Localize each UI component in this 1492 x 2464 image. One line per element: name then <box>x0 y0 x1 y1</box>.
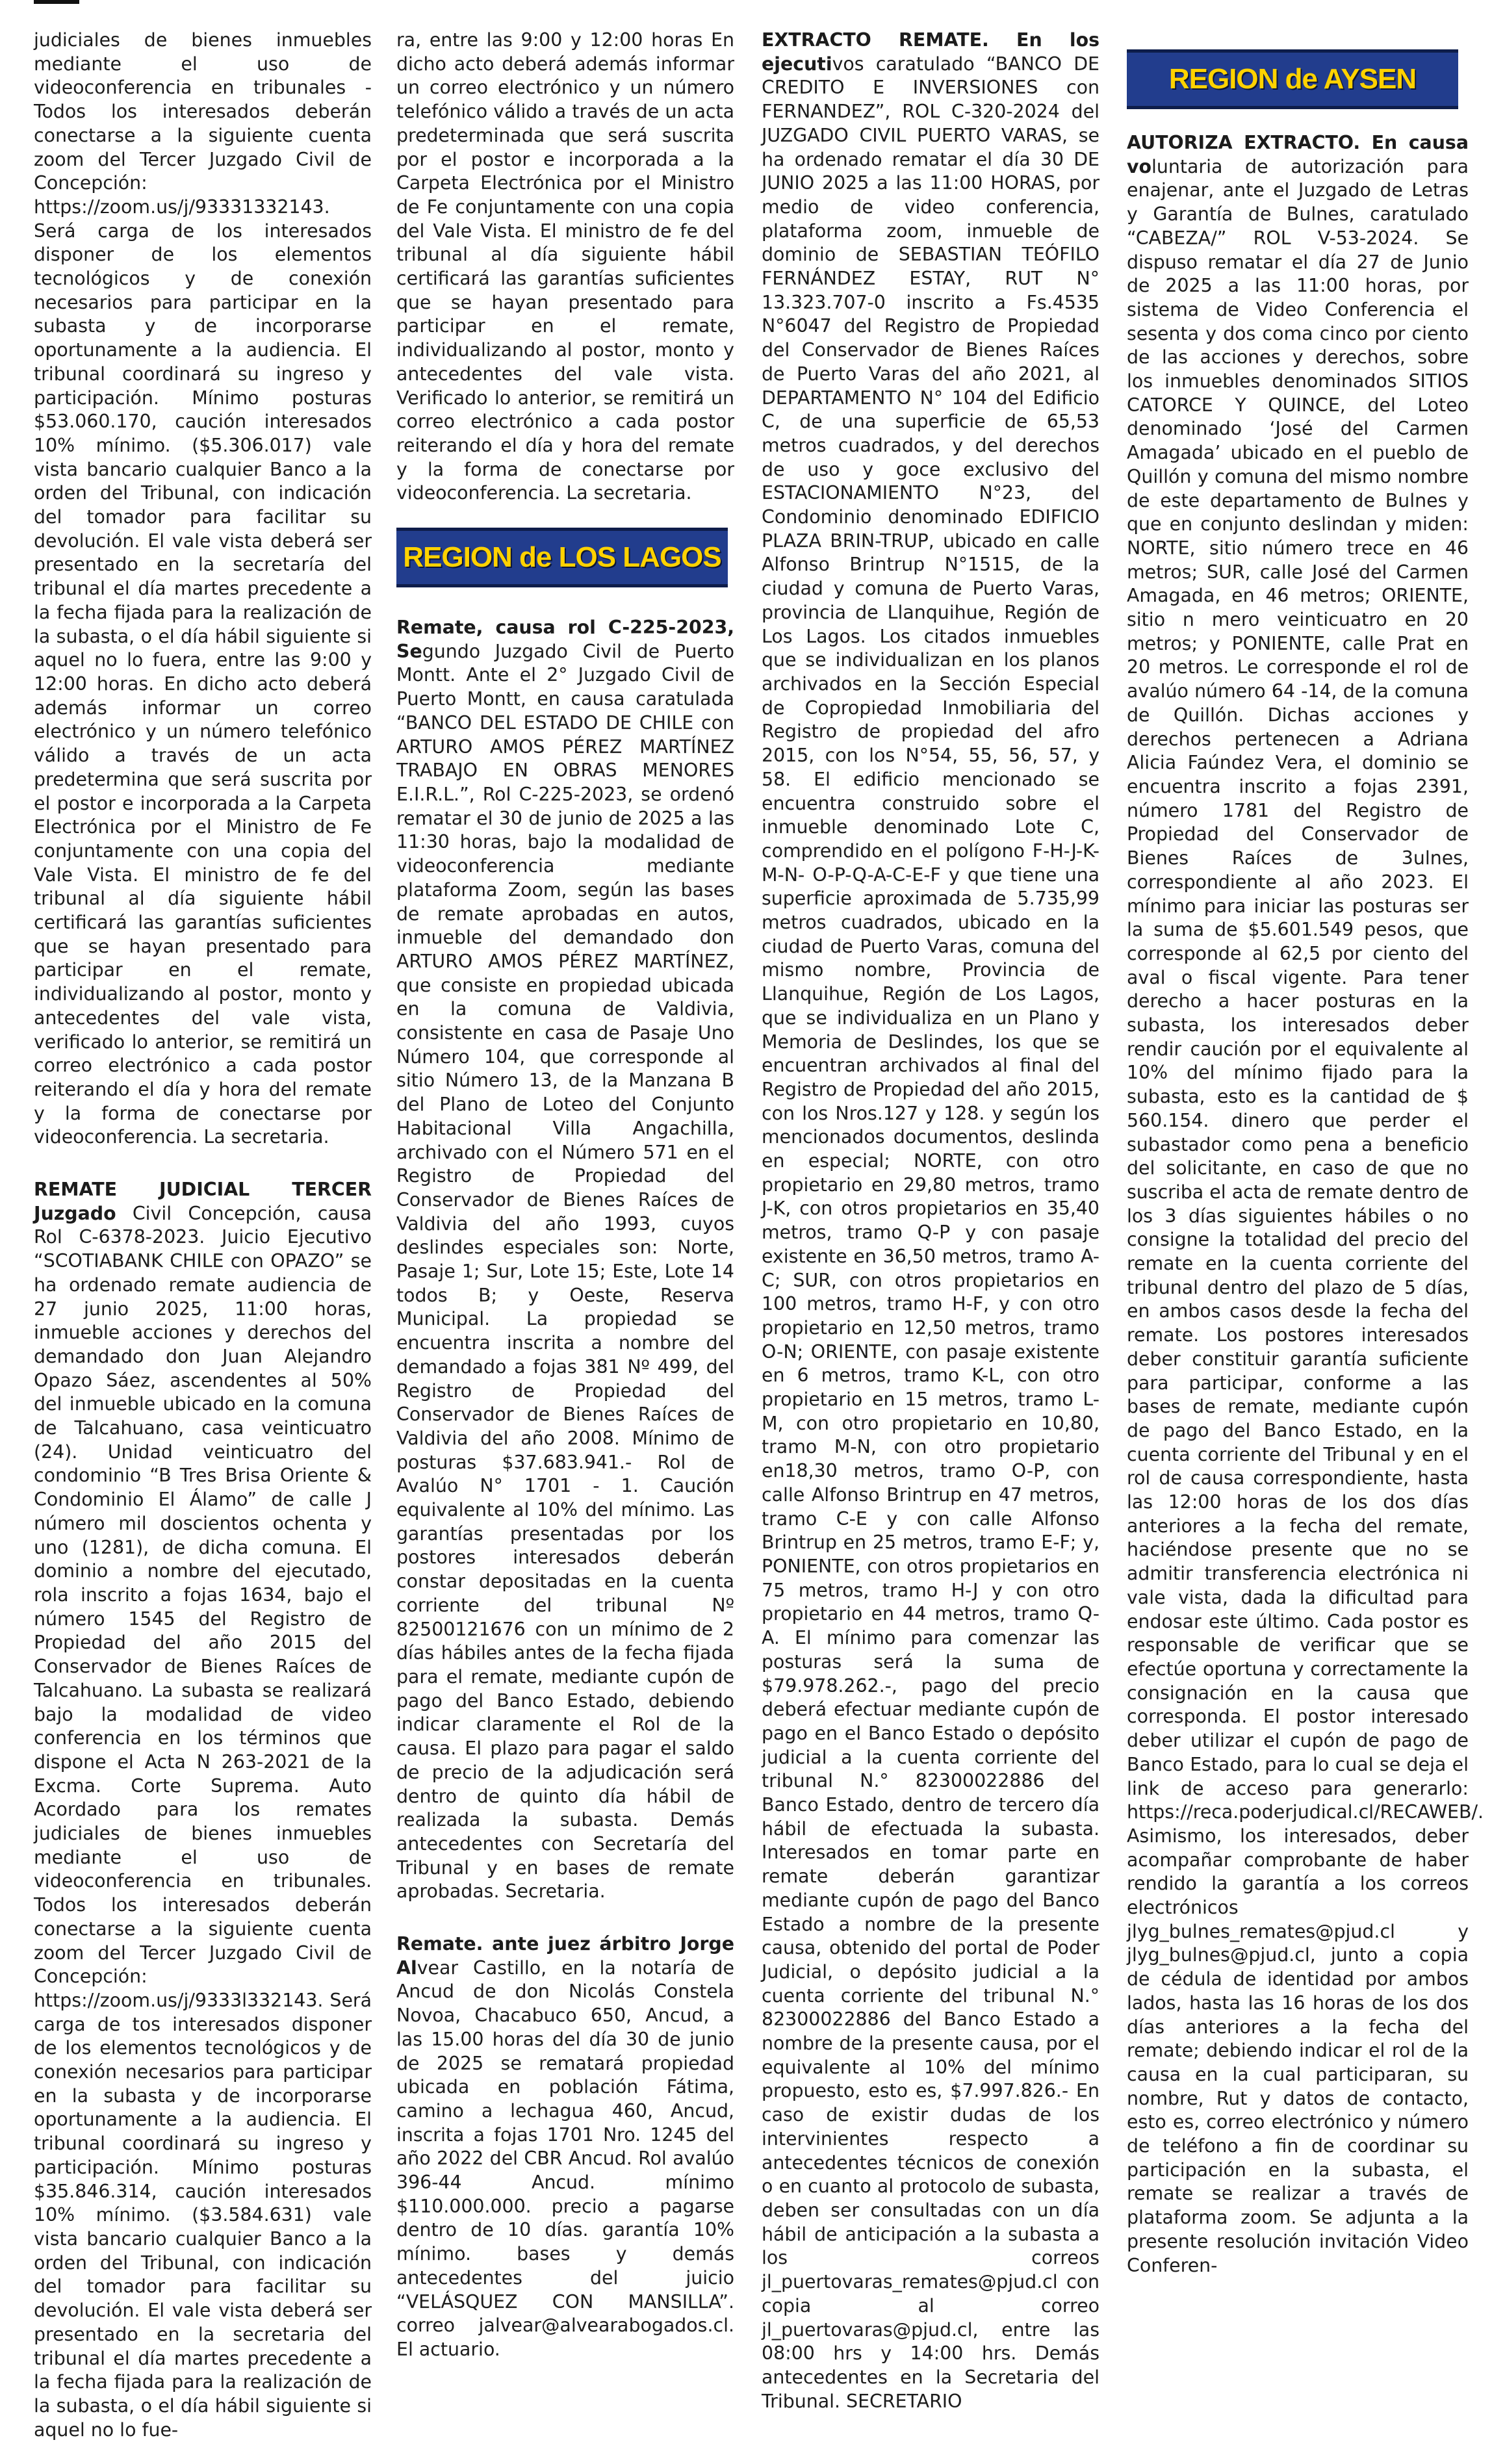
notice-concepcion-continued <box>34 29 372 1149</box>
region-banner-los-lagos <box>396 528 728 587</box>
notice-body: vear Castillo, en la notaría de Ancud de don Nicolás Constela Novoa, Chacabuco 650, Ancud, a las 15.00 horas del día 30 de junio de 2025 se rematará propiedad ubicada en población Fátima, camino a lechagua 460, Ancud, inscrita a fojas 1701 Nro. 1245 del año 2022 del CBR Ancud. Rol avalúo 396-44 Ancud. mínimo $110.000.000. precio a pagarse dentro de 10 días. garantía 10% mínimo. bases y demás antecedentes del juicio “VELÁSQUEZ CON MANSILLA”. correo jalvear@alvearabogados.cl. El actuario. <box>396 1957 734 2360</box>
notice-title: AUTORIZA EXTRACTO. En causa vo <box>1127 132 1469 177</box>
column-1 <box>34 29 372 2464</box>
notice-title: Remate. ante juez árbitro Jorge Al <box>396 1933 734 1979</box>
notice-body: judiciales de bienes inmuebles mediante el uso de videoconferencia en tribunales - Todos los interesados deberán conectarse a la siguiente cuenta zoom del Tercer Juzgado Civil de Concepción: https://zoom.us/j/93331332143. Será carga de los interesados disponer de los elementos tecnológicos y de conexión necesarios para participar en la subasta y de incorporarse oportunamente a la audiencia. El tribunal coordinará su ingreso y participación. Mínimo posturas $53.060.170, caución interesados 10% mínimo. ($5.306.017) vale vista bancario cualquier Banco a la orden del Tribunal, con indicación del tomador para facilitar su devolución. El vale vista deberá ser presentado en la secretaría del tribunal el día martes precedente a la fecha fijada para la realización de la subasta, o el día hábil siguiente si aquel no lo fuera, entre las 9:00 y 12:00 horas. En dicho acto deberá además informar un correo electrónico y un número telefónico válido a través de un acta predetermina que será suscrita por el postor e incorporada a la Carpeta Electrónica por el Ministro de Fe conjuntamente con una copia del Vale Vista. El ministro de fe del tribunal al día siguiente hábil certificará las garantías suficientes que se hayan presentado para participar en el remate, individualizando al postor, monto y antecedentes del vale vista, verificado lo anterior, se remitirá un correo electrónico a cada postor reiterando el día y hora del remate y la forma de conectarse por videoconferencia. La secretaria. <box>34 29 372 1148</box>
notice-banco-estado-perez <box>396 616 734 1904</box>
notice-scotiabank-opazo <box>34 1178 372 2442</box>
notice-concepcion-end <box>396 29 734 506</box>
notice-body: Civil Concepción, causa Rol C-6378-2023. Juicio Ejecutivo “SCOTIABANK CHILE con OPAZO” se ha ordenado remate audiencia de 27 junio 2025, 11:00 horas, inmueble acciones y derechos del demandado don Juan Alejandro Opazo Sáez, ascendentes al 50% del inmueble ubicado en la comuna de Talcahuano, casa veinticuatro (24). Unidad veinticuatro del condominio “B Tres Brisa Oriente & Condominio El Álamo” de calle J número mil doscientos ochenta y uno (1281), de dicha comuna. El dominio a nombre del ejecutado, rola inscrito a fojas 1634, bajo el número 1545 del Registro de Propiedad del año 2015 del Conservador de Bienes Raíces de Talcahuano. La subasta se realizará bajo la modalidad de video conferencia en los términos que dispone el Acta N 263-2021 de la Excma. Corte Suprema. Auto Acordado para los remates judiciales de bienes inmuebles mediante el uso de videoconferencia en tribunales. Todos los interesados deberán conectarse a la siguiente cuenta zoom del Tercer Juzgado Civil de Concepción: https://zoom.us/j/9333l332143. Será carga de tos interesados disponer de los elementos tecnológicos y de conexión necesarios para participar en la subasta y de incorporarse oportunamente a la audiencia. El tribunal coordinará su ingreso y participación. Mínimo posturas $35.846.314, caución interesados 10% mínimo. ($3.584.631) vale vista bancario cualquier Banco a la orden del Tribunal, con indicación del tomador para facilitar su devolución. El vale vista deberá ser presentado en la secretaria del tribunal el día martes precedente a la fecha fijada para la realización de la subasta, o el día hábil siguiente si aquel no lo fue- <box>34 1202 372 2441</box>
notice-arbitro-alvear <box>396 1932 734 2362</box>
column-3 <box>762 29 1100 2435</box>
notice-title: REMATE JUDICIAL TERCER Juzgado <box>34 1179 372 1224</box>
notice-bulnes-cabeza <box>1127 131 1484 2278</box>
region-title: REGION de AYSEN <box>1168 62 1417 95</box>
notice-body: luntaria de autorización para enajenar, ante el Juzgado de Letras y Garantía de Bulnes, caratulado “CABEZA/” ROL V-53-2024. Se dispuso rematar el día 27 de Junio de 2025 a las 11:00 horas, por sistema de Video Conferencia el sesenta y dos coma cinco por ciento de las acciones y derechos, sobre los inmuebles denominados SITIOS CATORCE Y QUINCE, del Loteo denominado ‘José del Carmen Amagada’ ubicado en el pueblo de Quillón y comuna del mismo nombre de este departamento de Bulnes y que en conjunto deslindan y miden: NORTE, sitio número trece en 46 metros; SUR, calle José del Carmen Amagada, en 46 metros; ORIENTE, sitio n mero veinticuatro en 20 metros; y PONIENTE, calle Prat en 20 metros. Le corresponde el rol de avalúo número 64 -14, de la comuna de Quillón. Dichas acciones y derechos pertenecen a Adriana Alicia Faúndez Vera, el dominio se encuentra inscrito a fojas 2391, número 1781 del Registro de Propiedad del Conservador de Bienes Raíces de 3ulnes, correspondiente al año 2023. El mínimo para iniciar las posturas ser la suma de $5.601.549 pesos, que corresponde al 62,5 por ciento del aval o fiscal vigente. Para tener derecho a hacer posturas en la subasta, los interesados deber rendir caución por el equivalente al 10% del mínimo fijado para la subasta, esto es la cantidad de $ 560.154. dinero que perder el subastador como pena a beneficio del solicitante, en caso de que no suscriba el acta de remate dentro de los 3 días siguientes hábiles o no consigne la totalidad del precio del remate en la cuenta corriente del tribunal dentro del plazo de 5 días, en ambos casos desde la fecha del remate. Los postores interesados deber constituir garantía suficiente para participar, conforme a las bases de remate, mediante cupón de pago del Banco Estado, en la cuenta corriente del Tribunal y en el rol de causa correspondiente, hasta las 12:00 horas de los dos días anteriores a la fecha del remate, haciéndose presente que no se admitir transferencia electrónica ni vale vista, dada la dificultad para endosar este último. Cada postor es responsable de verificar que se efectúe oportuna y correctamente la consignación en la causa que corresponda. El postor interesado deber utilizar el cupón de pago de Banco Estado, para lo cual se deja el link de acceso para generarlo: https://reca.poderjudical.cl/RECAWEB/. Asimismo, los interesados, deber acompañar comprobante de haber rendido la garantía a los correos electrónicos jlyg_bulnes_remates@pjud.cl y jlyg_bulnes@pjud.cl, junto a copia de cédula de identidad por ambos lados, hasta las 16 horas de los dos días anteriores a la fecha del remate; debiendo indicar el rol de la causa en la cual participaran, su nombre, Rut y datos de contacto, esto es, correo electrónico y número de teléfono a fin de coordinar su participación en la subasta, el remate se realizar a través de plataforma zoom. Se adjunta a la presente resolución invitación Video Conferen- <box>1127 155 1484 2276</box>
notice-title: EXTRACTO REMATE. En los ejecuti <box>762 29 1100 75</box>
region-title: REGION de LOS LAGOS <box>403 541 721 573</box>
notice-body: ra, entre las 9:00 y 12:00 horas En dicho acto deberá además informar un correo electrónico y un número telefónico válido a través de un acta predeterminada que será suscrita por el postor e incorporada a la Carpeta Electrónica por el Ministro de Fe conjuntamente con una copia del Vale Vista. El ministro de fe del tribunal al día siguiente hábil certificará las garantías suficientes que se hayan presentado para participar en el remate, individualizando al postor, monto y antecedentes del vale vista. Verificado lo anterior, se remitirá un correo electrónico a cada postor reiterando el día y hora del remate y la forma de conectarse por videoconferencia. La secretaria. <box>396 29 734 504</box>
top-rule <box>34 0 79 4</box>
notice-title: Remate, causa rol C-225-2023, Se <box>396 617 734 662</box>
region-banner-aysen <box>1127 49 1458 109</box>
notice-body: vos caratulado “BANCO DE CREDITO E INVERSIONES con FERNANDEZ”, ROL C-320-2024 del JUZGADO CIVIL PUERTO VARAS, se ha ordenado rematar el día 30 DE JUNIO 2025 a las 11:00 HORAS, por medio de video conferencia, plataforma zoom, inmueble de dominio de SEBASTIAN TEÓFILO FERNÁNDEZ ESTAY, RUT N° 13.323.707-0 inscrito a Fs.4535 N°6047 del Registro de Propiedad del Conservador de Bienes Raíces de Puerto Varas del año 2021, al DEPARTAMENTO N° 104 del Edificio C, de una superficie de 65,53 metros cuadrados, y del derechos de uso y goce exclusivo del ESTACIONAMIENTO N°23, del Condominio denominado EDIFICIO PLAZA BRIN-TRUP, ubicado en calle Alfonso Brintrup N°1515, de la ciudad y comuna de Puerto Varas, provincia de Llanquihue, Región de Los Lagos. Los citados inmuebles que se individualizan en los planos archivados en la Sección Especial de Copropiedad Inmobiliaria del Registro de propiedad del afro 2015, con los N°54, 55, 56, 57, y 58. El edificio mencionado se encuentra construido sobre el inmueble denominado Lote C, comprendido en el polígono F-H-J-K-M-N- O-P-Q-A-C-E-F y que tiene una superficie aproximada de 5.735,99 metros cuadrados, ubicado en la ciudad de Puerto Varas, comuna del mismo nombre, Provincia de Llanquihue, Región de Los Lagos, que se individualiza en un Plano y Memoria de Deslindes, los que se encuentran archivados al final del Registro de Propiedad del año 2015, con los Nros.127 y 128. y según los mencionados documentos, deslinda en especial; NORTE, con otro propietario en 29,80 metros, tramo J-K, con otros propietarios en 35,40 metros, tramo Q-P y con pasaje existente en 36,50 metros, tramo A-C; SUR, con otros propietarios en 100 metros, tramo H-F, y con otro propietario en 12,50 metros, tramo O-N; ORIENTE, con pasaje existente en 6 metros, tramo K-L, con otro propietario en 15 metros, tramo L-M, con otro propietario en 10,80, tramo M-N, con otro propietario en18,30 metros, tramo O-P, con calle Alfonso Brintrup en 47 metros, tramo C-E y con calle Alfonso Brintrup en 25 metros, tramo E-F; y, PONIENTE, con otros propietarios en 75 metros, tramo H-J y con otro propietario en 44 metros, tramo Q-A. El mínimo para comenzar las posturas será la suma de $79.978.262.-, pago del precio deberá efectuar mediante cupón de pago en el Banco Estado o depósito judicial a la cuenta corriente del tribunal N.° 82300022886 del Banco Estado, dentro de tercero día hábil de efectuada la subasta. Interesados en tomar parte en remate deberán garantizar mediante cupón de pago del Banco Estado a nombre de la presente causa, obtenido del portal de Poder Judicial, o depósito judicial a la cuenta corriente del tribunal N.° 82300022886 del Banco Estado a nombre de la presente causa, por el equivalente al 10% del mínimo propuesto, esto es, $7.997.826.- En caso de existir dudas de los intervinientes respecto a antecedentes técnicos de conexión o en cuanto al protocolo de subasta, deben ser consultadas con un día hábil de anticipación a la subasta a los correos jl_puertovaras_remates@pjud.cl con copia al correo jl_puertovaras@pjud.cl, entre las 08:00 hrs y 14:00 hrs. Demás antecedentes en la Secretaria del Tribunal. SECRETARIO <box>762 53 1100 2412</box>
column-2 <box>396 29 734 2384</box>
column-4 <box>1127 26 1484 2300</box>
notice-bci-fernandez <box>762 29 1100 2413</box>
notice-body: gundo Juzgado Civil de Puerto Montt. Ante el 2° Juzgado Civil de Puerto Montt, en causa caratulada “BANCO DEL ESTADO DE CHILE con ARTURO AMOS PÉREZ MARTÍNEZ TRABAJO EN OBRAS MENORES E.I.R.L.”, Rol C-225-2023, se ordenó rematar el 30 de junio de 2025 a las 11:30 horas, bajo la modalidad de videoconferencia mediante plataforma Zoom, según las bases de remate aprobadas en autos, inmueble del demandado don ARTURO AMOS PÉREZ MARTÍNEZ, que consiste en propiedad ubicada en la comuna de Valdivia, consistente en casa de Pasaje Uno Número 104, que corresponde al sitio Número 13, de la Manzana B del Plano de Loteo del Conjunto Habitacional Villa Angachilla, archivado con el Número 571 en el Registro de Propiedad del Conservador de Bienes Raíces de Valdivia del año 1993, cuyos deslindes especiales son: Norte, Pasaje 1; Sur, Lote 15; Este, Lote 14 todos B; y Oeste, Reserva Municipal. La propiedad se encuentra inscrita a nombre del demandado a fojas 381 Nº 499, del Registro de Propiedad del Conservador de Bienes Raíces de Valdivia del año 2008. Mínimo de posturas $37.683.941.- Rol de Avalúo N° 1701 - 1. Caución equivalente al 10% del mínimo. Las garantías presentadas por los postores interesados deberán constar depositadas en la cuenta corriente del tribunal Nº 82500121676 con un mínimo de 2 días hábiles antes de la fecha fijada para el remate, mediante cupón de pago del Banco Estado, debiendo indicar claramente el Rol de la causa. El plazo para pagar el saldo de precio de la adjudicación será dentro de quinto día hábil de realizada la subasta. Demás antecedentes con Secretaría del Tribunal y en bases de remate aprobadas. Secretaria. <box>396 640 734 1903</box>
